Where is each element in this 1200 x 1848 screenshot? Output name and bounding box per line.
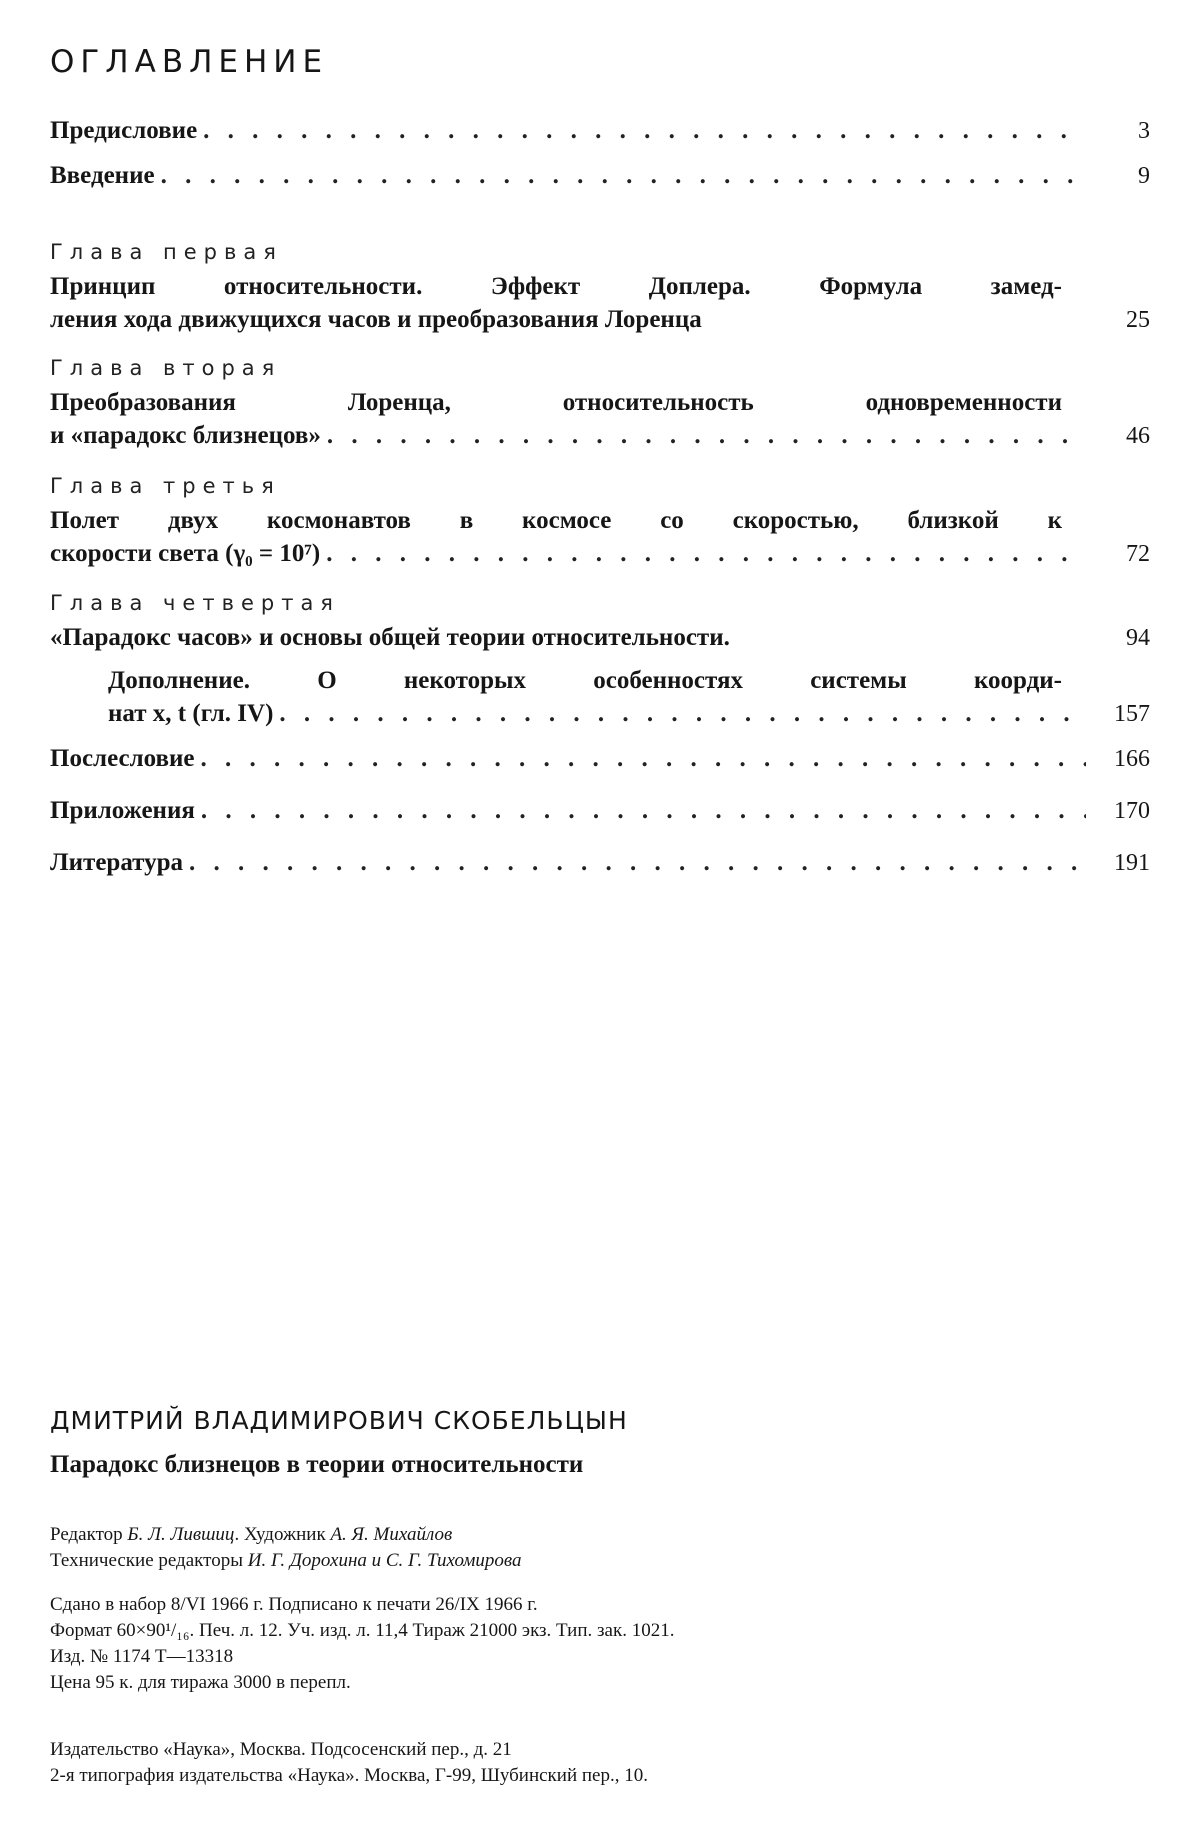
toc-entry-literature[interactable] xyxy=(50,846,1150,880)
toc-entry-appendix[interactable] xyxy=(108,664,1150,731)
editor-name: Б. Л. Лившиц xyxy=(127,1524,235,1545)
publisher-line: Издательство «Наука», Москва. Подсосенский пер., д. 21 xyxy=(50,1739,512,1760)
chapter-label: Глава четвертая xyxy=(50,591,340,615)
entry-title-line: нат x, t (гл. IV) xyxy=(108,700,274,727)
entry-title-line: и «парадокс близнецов» xyxy=(50,422,321,449)
page-number: 25 xyxy=(1126,307,1150,333)
tech-editors-names: И. Г. Дорохина и С. Г. Тихомирова xyxy=(247,1550,522,1571)
print-details-block xyxy=(50,1592,1150,1696)
page-number: 94 xyxy=(1126,625,1150,651)
toc-entry-chapter-3[interactable] xyxy=(50,472,1150,571)
author-name: ДМИТРИЙ ВЛАДИМИРОВИЧ СКОБЕЛЬЦЫН xyxy=(50,1406,628,1435)
publication-number-line: Изд. № 1174 Т—13318 xyxy=(50,1646,234,1667)
entry-title-line: Полет двух космонавтов в космосе со скоростью, близкой к xyxy=(50,507,1062,534)
chapter-label: Глава третья xyxy=(50,474,281,498)
toc-heading: ОГЛАВЛЕНИЕ xyxy=(50,44,329,80)
chapter-label: Глава вторая xyxy=(50,356,282,380)
leader-dots xyxy=(203,114,1086,147)
page-number: 166 xyxy=(1114,746,1150,772)
format-line: Формат 60×90¹/₁₆. Печ. л. 12. Уч. изд. л. 11,4 Тираж 21000 экз. Тип. зак. 1021. xyxy=(50,1620,675,1641)
publisher-block xyxy=(50,1737,1150,1789)
toc-entry-supplements[interactable] xyxy=(50,794,1150,828)
chapter-label: Глава первая xyxy=(50,240,283,264)
entry-title: Предисловие xyxy=(50,117,198,144)
toc-entry-chapter-4[interactable] xyxy=(50,589,1150,655)
page-number: 46 xyxy=(1126,423,1150,449)
entry-title-line: скорости света (γ₀ = 10⁷) xyxy=(50,540,321,567)
credits-editor-line xyxy=(50,1522,1150,1548)
artist-name: А. Я. Михайлов xyxy=(330,1524,453,1545)
entry-title-line: Принцип относительности. Эффект Доплера. Формула замед- xyxy=(50,273,1062,300)
editor-label: Редактор xyxy=(50,1524,123,1545)
leader-dots xyxy=(161,159,1086,192)
entry-title: Введение xyxy=(50,162,155,189)
page-number: 170 xyxy=(1114,798,1150,824)
entry-title-line: Преобразования Лоренца, относительность одновременности xyxy=(50,389,1062,416)
page-number: 191 xyxy=(1114,850,1150,876)
toc-entry-chapter-2[interactable] xyxy=(50,354,1150,453)
artist-label: . Художник xyxy=(234,1524,326,1545)
book-title: Парадокс близнецов в теории относительности xyxy=(50,1451,584,1478)
entry-title-line: ления хода движущихся часов и преобразования Лоренца xyxy=(50,306,702,333)
price-line: Цена 95 к. для тиража 3000 в перепл. xyxy=(50,1672,351,1693)
toc-entry-chapter-1[interactable] xyxy=(50,238,1150,337)
credits-tech-line xyxy=(50,1548,1150,1574)
entry-title-line: «Парадокс часов» и основы общей теории относительности. xyxy=(50,624,730,651)
page-number: 9 xyxy=(1138,163,1150,189)
entry-title: Литература xyxy=(50,849,184,876)
printer-line: 2-я типография издательства «Наука». Москва, Г-99, Шубинский пер., 10. xyxy=(50,1765,648,1786)
entry-title: Послесловие xyxy=(50,745,195,772)
leader-dots xyxy=(189,846,1086,879)
leader-dots xyxy=(201,794,1086,827)
page-number: 72 xyxy=(1126,541,1150,567)
toc-entry-introduction[interactable] xyxy=(50,159,1150,193)
credits-block xyxy=(50,1522,1150,1574)
leader-dots xyxy=(327,419,1086,452)
leader-dots xyxy=(200,742,1086,775)
entry-title-line: Дополнение. О некоторых особенностях системы коорди- xyxy=(108,667,1062,694)
tech-editors-label: Технические редакторы xyxy=(50,1550,243,1571)
page-number: 3 xyxy=(1138,118,1150,144)
toc-entry-afterword[interactable] xyxy=(50,742,1150,776)
leader-dots xyxy=(279,697,1086,730)
page-number: 157 xyxy=(1114,701,1150,727)
leader-dots xyxy=(326,537,1086,570)
toc-entry-preface[interactable] xyxy=(50,114,1150,148)
entry-title: Приложения xyxy=(50,797,195,824)
submitted-line: Сдано в набор 8/VI 1966 г. Подписано к печати 26/IX 1966 г. xyxy=(50,1594,538,1615)
